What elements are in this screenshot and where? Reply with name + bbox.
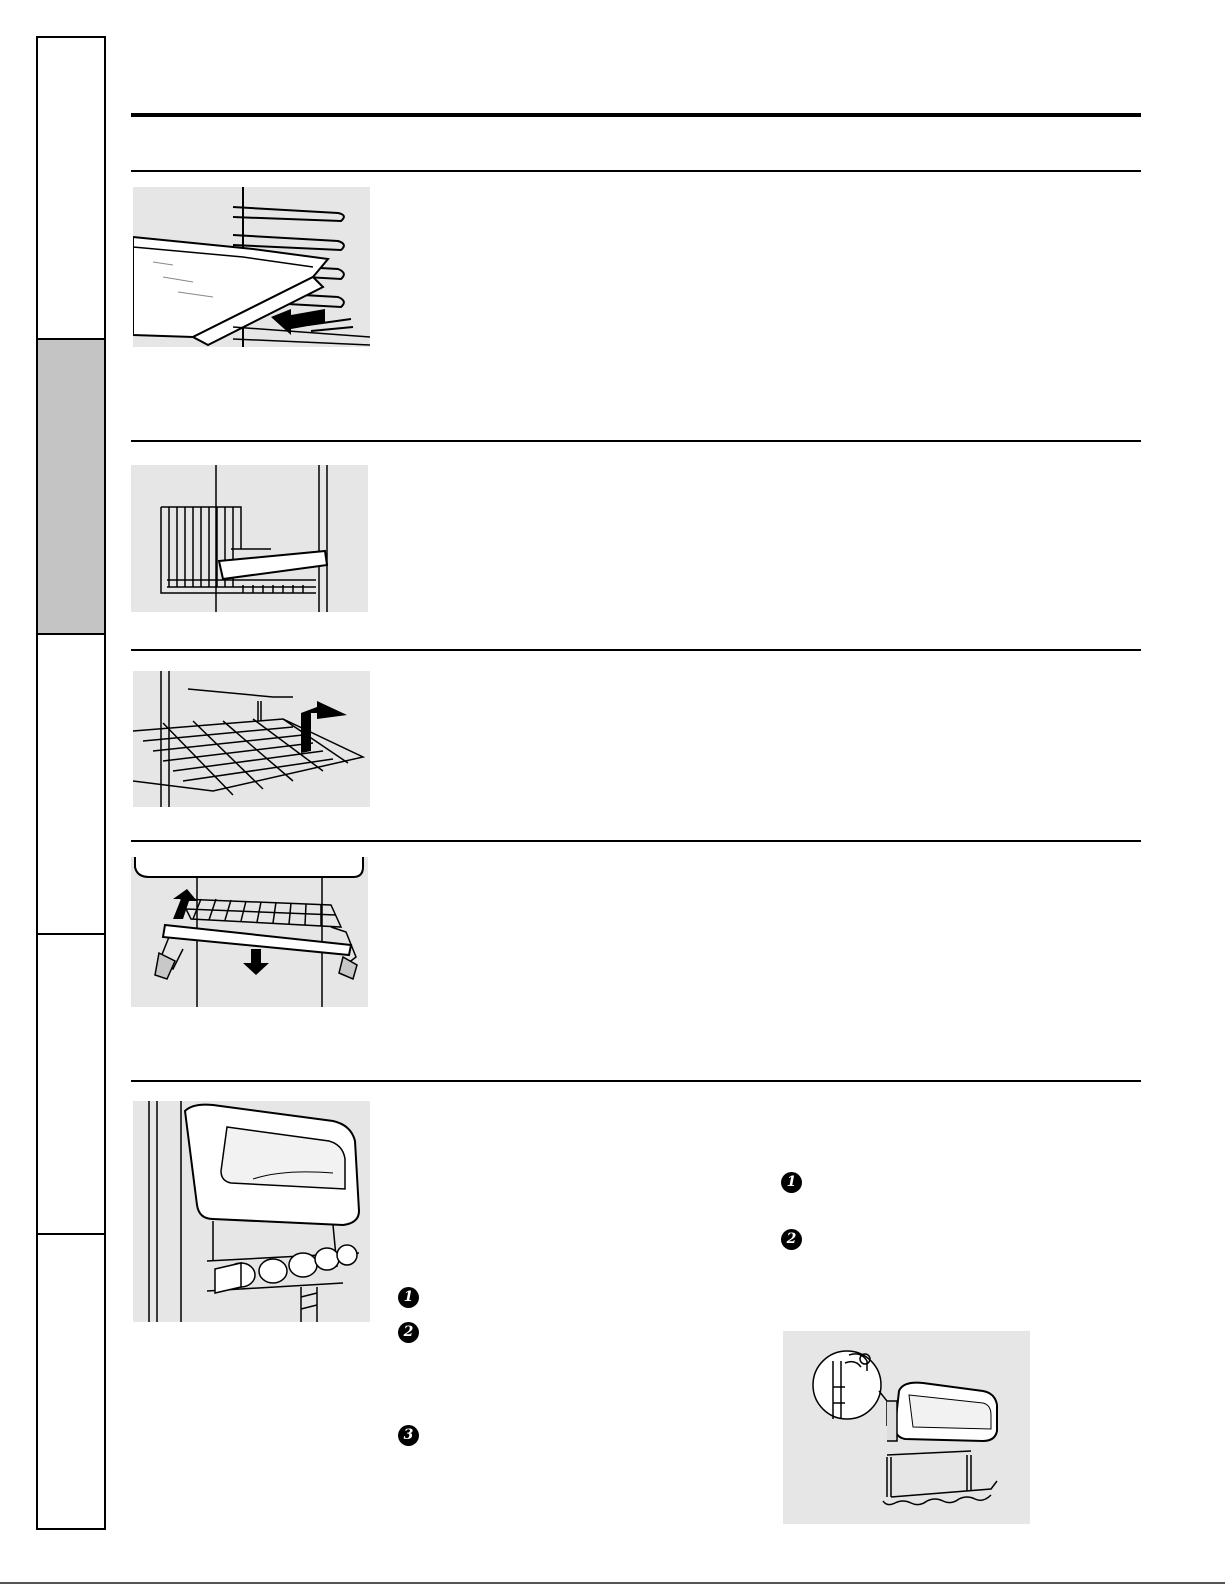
side-tab-4[interactable]: [38, 933, 104, 1233]
side-tab-1[interactable]: [38, 38, 104, 338]
step-marker-1: 1: [398, 1287, 419, 1308]
section-rule-1: [131, 170, 1141, 172]
glass-shelf-icon: [133, 187, 370, 347]
section-rule-3: [131, 649, 1141, 651]
page-bottom-edge: [0, 1582, 1225, 1584]
side-tab-2-active[interactable]: [38, 338, 104, 635]
step-marker-2: 2: [781, 1229, 802, 1250]
step-marker-1: 1: [781, 1172, 802, 1193]
wire-shelf-icon: [133, 671, 370, 807]
step-marker-3: 3: [398, 1425, 419, 1446]
section-rule-2: [131, 440, 1141, 442]
can-rack-icon: [133, 1101, 370, 1322]
step-marker-2: 2: [398, 1322, 419, 1343]
side-tab-5[interactable]: [38, 1233, 104, 1528]
side-tab-3[interactable]: [38, 635, 104, 933]
section-rule-4: [131, 840, 1141, 842]
wire-basket-icon: [131, 465, 368, 612]
page-header-rule: [131, 113, 1141, 117]
side-tab-strip: [36, 36, 106, 1530]
section-rule-5: [131, 1080, 1141, 1082]
can-rack-removal-icon: [783, 1331, 1030, 1524]
door-shelf-icon: [131, 857, 368, 1007]
